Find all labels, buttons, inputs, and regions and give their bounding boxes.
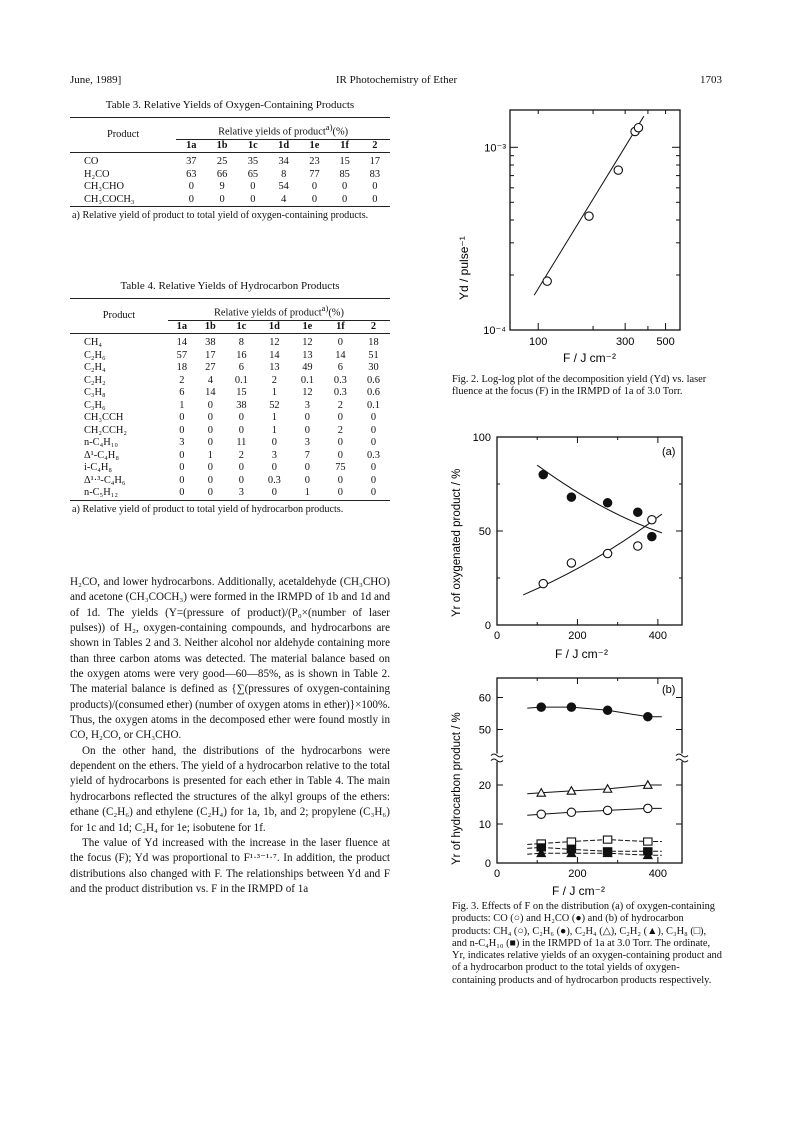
product-name: C₂H₆ — [84, 349, 106, 361]
table-cell: 0 — [337, 487, 343, 499]
table-cell: 2 — [337, 424, 343, 436]
data-point — [614, 166, 622, 174]
table-cell: 34 — [278, 156, 289, 168]
table-cell: 0 — [250, 181, 256, 193]
table-cell: 1 — [271, 424, 277, 436]
data-point — [537, 810, 545, 818]
table-cell: 0 — [179, 462, 185, 474]
table-row — [70, 362, 390, 375]
table-4 — [70, 280, 390, 516]
table-cell: 12 — [269, 337, 280, 349]
table-cell: 0 — [370, 474, 377, 486]
table-cell: 0 — [311, 181, 318, 193]
table-row — [70, 350, 390, 363]
figure-2-frame — [510, 110, 680, 330]
table-cell: 12 — [302, 387, 313, 399]
figure-3a-xlabel: F / J cm⁻² — [555, 647, 608, 661]
table-row — [70, 387, 390, 400]
product-name: C₂H₄ — [84, 362, 106, 374]
table-cell: 0 — [337, 337, 343, 349]
table-cell: 0 — [207, 462, 213, 474]
table-cell: 0 — [271, 437, 277, 449]
series-line — [527, 785, 662, 794]
series-line — [527, 707, 662, 717]
table-row — [70, 475, 390, 488]
table-cell: 2 — [271, 374, 277, 386]
fit-line — [534, 116, 644, 295]
table-row — [70, 169, 390, 182]
data-point — [634, 542, 642, 550]
series-line — [527, 808, 662, 815]
data-point — [585, 212, 593, 220]
data-point — [603, 806, 611, 814]
table-cell: 0 — [337, 449, 343, 461]
table-cell: 52 — [269, 399, 280, 411]
table-cell: 49 — [302, 362, 313, 374]
table-cell: 1 — [179, 399, 185, 411]
figure-3b-panel-label: (b) — [662, 684, 676, 696]
table-cell: 0 — [188, 181, 194, 193]
product-name: n-C₄H₁₀ — [84, 437, 118, 449]
y-tick-label: 10⁻³ — [484, 142, 506, 155]
table-cell: 6 — [337, 362, 343, 374]
table-cell: 2 — [337, 399, 343, 411]
table-cell: 0 — [179, 449, 185, 461]
body-paragraph-2: On the other hand, the distributions of the hydrocarbons were dependent on the ethers. The yield of a hydrocarbon relative to the total yield of hydrocarbons is presented for each ether in Table 4. The main hydrocarbons reflected the structures of the alkyl groups of the ethers: ethane (C₂H₆) and ethylene (C₂H₄) for 1a, 1b, and 2; propylene (C₃H₆) for 1c and 1d; C₂H₄ for 1e; isobutene for 1f. — [70, 744, 390, 834]
table-cell: 27 — [205, 362, 216, 374]
product-name: CH₃CHO — [84, 181, 124, 193]
table-cell: 0 — [238, 424, 244, 436]
y-tick-label: 0 — [484, 620, 491, 632]
figure-2-chart — [440, 100, 690, 370]
data-point — [567, 808, 575, 816]
figure-2-ylabel: Yd / pulse⁻¹ — [457, 236, 471, 300]
data-point — [603, 706, 611, 714]
table-row — [70, 153, 390, 169]
table-cell: 23 — [309, 156, 320, 168]
table-3-caption: Table 3. Relative Yields of Oxygen-Containing Products — [105, 99, 355, 111]
data-point — [567, 838, 575, 845]
table4-col-1b: 1b — [196, 320, 225, 334]
table-row — [70, 400, 390, 413]
table-cell: 0 — [342, 181, 348, 193]
table-cell: 0 — [207, 399, 213, 411]
x-tick-label: 400 — [648, 630, 668, 642]
product-name: Δ¹-C₄H₈ — [84, 449, 119, 461]
table-cell: 0 — [207, 424, 213, 436]
table-cell: 12 — [302, 337, 313, 349]
table-cell: 0 — [238, 474, 244, 486]
table-cell: 0 — [337, 412, 343, 424]
table-cell: 0.6 — [366, 374, 380, 386]
table-4-note: a) Relative yield of product to total yield of hydrocarbon products. — [72, 503, 344, 515]
y-tick-label: 10⁻⁴ — [483, 325, 506, 337]
product-name: i-C₄H₈ — [84, 462, 113, 474]
table-cell: 0 — [342, 193, 348, 205]
table-cell: 0.1 — [300, 374, 314, 386]
table-cell: 0 — [188, 193, 194, 205]
table-cell: 0 — [337, 474, 343, 486]
figure-3a-frame — [497, 437, 682, 625]
table-cell: 4 — [207, 374, 213, 386]
data-point — [648, 516, 656, 524]
table-cell: 0.3 — [267, 474, 281, 486]
body-paragraph-1: H₂CO, and lower hydrocarbons. Additionally, acetaldehyde (CH₃CHO) and acetone (CH₃COCH₃) were formed in the IRMPD of 1b and 1d and of 1d. The yields (Y=(pressure of product)/(P₀×(number of laser pulses)) of H₂, oxygen-containing compounds, and hydrocarbons are shown in Tables 2 and 3. Neither alcohol nor aldehyde containing more than three carbon atoms was detected. The material balance based on the oxygen atoms were very good—60—85%, as is shown in Table 2. The material balance is defined as {∑(pressures of oxygen-containing products)/(consumed ether) (number of oxygen atoms in ether)}×100%. Thus, the oxygen atoms in the decomposed ether were found mostly in CO, H₂CO, or CH₃CHO. — [70, 576, 390, 742]
figure-3a-panel-label: (a) — [662, 446, 676, 458]
table3-col-1c: 1c — [238, 139, 268, 153]
table-cell: 0.6 — [366, 387, 380, 399]
table-cell: 9 — [219, 181, 225, 193]
y-tick-label: 60 — [478, 692, 491, 705]
x-tick-label: 0 — [493, 868, 501, 880]
product-name: H₂CO — [84, 168, 110, 180]
table-cell: 3 — [304, 437, 310, 449]
data-point — [644, 838, 652, 845]
y-tick-label: 50 — [478, 724, 491, 737]
table-cell: 0 — [372, 181, 378, 193]
series-line — [527, 853, 662, 855]
product-name: CH₄ — [84, 337, 103, 349]
table-cell: 0.3 — [333, 374, 347, 386]
table-cell: 18 — [368, 337, 379, 349]
table4-col-1d: 1d — [258, 320, 291, 334]
x-tick-label: 500 — [656, 336, 675, 348]
table-cell: 0 — [238, 412, 244, 424]
series-line — [527, 840, 662, 845]
table-cell: 85 — [339, 168, 350, 180]
table-cell: 18 — [176, 362, 188, 374]
body-paragraph-3: The value of Yd increased with the increase in the laser fluence at the focus (F); Yd was proportional to F¹·³⁻¹·⁷. In addition, the product distributions also changed with F. The relationships between Yd and F and the product distribution vs. F in the IRMPD of 1a — [70, 836, 390, 895]
table3-col-1e: 1e — [299, 139, 329, 153]
data-point — [644, 804, 652, 812]
table-cell: 83 — [369, 168, 381, 180]
table-3-product-header: Product — [70, 118, 176, 153]
table-cell: 25 — [216, 156, 228, 168]
table-cell: 3 — [179, 437, 185, 449]
table-row — [70, 462, 390, 475]
table-cell: 0 — [179, 412, 185, 424]
data-point — [537, 703, 545, 711]
table-row — [70, 181, 390, 194]
table-cell: 14 — [205, 387, 216, 399]
table-cell: 66 — [216, 168, 228, 180]
figure-3b-xlabel: F / J cm⁻² — [552, 884, 605, 898]
x-tick-label: 400 — [648, 868, 668, 880]
table-row — [70, 425, 390, 438]
table-cell: 0 — [271, 462, 277, 474]
table-cell: 1 — [271, 412, 277, 424]
table-cell: 54 — [278, 181, 289, 193]
table-cell: 0 — [271, 487, 277, 499]
table-cell: 17 — [369, 156, 381, 168]
table-cell: 15 — [236, 387, 247, 399]
table-cell: 75 — [335, 462, 346, 474]
product-name: C₃H₈ — [84, 387, 106, 399]
data-point — [567, 559, 575, 567]
product-name: CH₂CCH₂ — [84, 424, 128, 436]
table-row — [70, 194, 390, 207]
y-tick-label: 0 — [484, 858, 491, 870]
table-cell: 8 — [281, 168, 287, 180]
data-point — [648, 532, 656, 540]
table-cell: 0 — [372, 193, 378, 205]
table-cell: 0.1 — [366, 399, 380, 411]
table-cell: 6 — [238, 362, 244, 374]
table-cell: 3 — [304, 399, 310, 411]
product-name: C₂H₂ — [84, 374, 106, 386]
table-cell: 6 — [179, 387, 185, 399]
table-cell: 14 — [269, 349, 280, 361]
table3-col-2: 2 — [360, 139, 390, 153]
table-cell: 1 — [207, 449, 213, 461]
table-cell: 51 — [368, 349, 379, 361]
table-cell: 38 — [205, 337, 216, 349]
table-cell: 11 — [236, 437, 247, 449]
table3-col-1f: 1f — [330, 139, 360, 153]
table-4-caption: Table 4. Relative Yields of Hydrocarbon Products — [120, 280, 340, 292]
table-cell: 0 — [370, 424, 377, 436]
table4-col-2: 2 — [357, 320, 390, 334]
series-line — [527, 847, 662, 851]
data-point — [603, 499, 611, 507]
figure-3-chart — [440, 425, 700, 900]
table3-col-1b: 1b — [206, 139, 237, 153]
data-point — [543, 277, 551, 285]
x-tick-label: 0 — [493, 630, 501, 642]
table-cell: 0 — [207, 437, 213, 449]
table-row — [70, 412, 390, 425]
table-cell: 0 — [238, 462, 244, 474]
table-cell: 35 — [247, 156, 259, 168]
table-cell: 65 — [247, 168, 259, 180]
running-header-title: IR Photochemistry of Ether — [335, 74, 458, 86]
table4-col-1f: 1f — [324, 320, 357, 334]
table-cell: 0.3 — [333, 387, 347, 399]
product-name: CH₃COCH₃ — [84, 193, 135, 205]
figure-3a-ylabel: Yr of oxygenated product / % — [451, 468, 463, 617]
table-cell: 0 — [370, 462, 377, 474]
table-3-grid — [70, 117, 390, 207]
table-cell: 0 — [179, 424, 185, 436]
table-cell: 14 — [176, 337, 188, 349]
table-cell: 17 — [205, 349, 216, 361]
table-cell: 14 — [335, 349, 346, 361]
table-cell: 0 — [219, 193, 225, 205]
table3-col-1d: 1d — [268, 139, 299, 153]
table-row — [70, 437, 390, 450]
table-cell: 2 — [179, 374, 185, 386]
data-point — [634, 508, 642, 516]
table-cell: 0 — [337, 437, 343, 449]
product-name: n-C₅H₁₂ — [84, 487, 118, 499]
product-name: Δ¹·³-C₄H₆ — [84, 474, 126, 486]
table-cell: 0.3 — [366, 449, 380, 461]
table-cell: 13 — [269, 362, 280, 374]
table-row — [70, 487, 390, 500]
table-cell: 37 — [186, 156, 197, 168]
table-4-product-header: Product — [70, 299, 168, 334]
table-cell: 0 — [304, 424, 310, 436]
y-tick-label: 20 — [478, 780, 491, 792]
table-cell: 0 — [304, 474, 310, 486]
data-point — [567, 493, 575, 501]
figure-2-caption: Fig. 2. Log-log plot of the decomposition yield (Yd) vs. laser fluence at the focus (F) in the IRMPD of 1a of 3.0 Torr. — [452, 374, 707, 398]
table-3-group-header: Relative yields of product$^{a)}$(%) — [176, 118, 390, 140]
table-cell: 16 — [236, 349, 247, 361]
table-cell: 38 — [236, 399, 247, 411]
x-tick-label: 300 — [615, 336, 635, 348]
table-cell: 0.1 — [234, 374, 248, 386]
table-cell: 0 — [370, 412, 377, 424]
curve-h2co — [537, 465, 662, 533]
table-4-grid — [70, 298, 390, 501]
body-text — [70, 575, 390, 897]
table4-col-1e: 1e — [291, 320, 324, 334]
table-cell: 0 — [304, 462, 310, 474]
table-cell: 0 — [304, 412, 310, 424]
table-cell: 0 — [311, 193, 318, 205]
data-point — [539, 579, 547, 587]
product-name: C₃H₆ — [84, 399, 106, 411]
data-point — [603, 549, 611, 557]
table-cell: 57 — [176, 349, 188, 361]
table-cell: 8 — [238, 337, 244, 349]
data-point — [644, 713, 652, 721]
table-row — [70, 334, 390, 350]
table-cell: 63 — [186, 168, 197, 180]
table-row — [70, 375, 390, 388]
table3-col-1a: 1a — [176, 139, 206, 153]
y-tick-label: 10 — [478, 819, 491, 831]
table-cell: 1 — [271, 387, 277, 399]
table-cell: 3 — [271, 449, 277, 461]
table-cell: 0 — [207, 487, 213, 499]
table4-col-1c: 1c — [225, 320, 258, 334]
table-cell: 2 — [238, 449, 244, 461]
table-cell: 3 — [238, 487, 244, 499]
table-3 — [70, 99, 390, 223]
table-cell: 0 — [250, 193, 256, 205]
table-cell: 1 — [304, 487, 310, 499]
table-cell: 30 — [368, 362, 379, 374]
table-cell: 0 — [207, 474, 213, 486]
product-name: CO — [84, 156, 99, 168]
figure-3b-frame — [497, 678, 682, 863]
table-cell: 0 — [179, 487, 185, 499]
table-cell: 77 — [309, 168, 320, 180]
table-row — [70, 450, 390, 463]
table-cell: 4 — [281, 193, 287, 205]
x-tick-label: 200 — [568, 868, 587, 880]
table-3-note: a) Relative yield of product to total yield of oxygen-containing products. — [72, 210, 369, 222]
y-tick-label: 100 — [472, 432, 491, 444]
x-tick-label: 200 — [568, 630, 587, 642]
table-cell: 0 — [207, 412, 213, 424]
table-cell: 7 — [304, 449, 310, 461]
data-point — [539, 470, 547, 478]
running-header-date: June, 1989] — [70, 74, 122, 86]
x-tick-label: 100 — [529, 336, 548, 348]
figure-3-caption: Fig. 3. Effects of F on the distribution (a) of oxygen-containing products: CO (○) and H₂CO (●) and (b) of hydrocarbon products: CH₄ (○), C₂H₆ (●), C₂H₄ (△), C₂H₂ (▲), C₃H₈ (□), and n-C₄H₁₀ (■) in the IRMPD of 1a at 3.0 Torr. The ordinate, Yr, indicates relative yields of an oxygen-containing product and of a hydrocarbon product to the total yields of oxygen-containing products and of hydrocarbon products respectively. — [452, 901, 722, 986]
figure-2-xlabel: F / J cm⁻² — [563, 351, 616, 365]
table-cell: 0 — [179, 474, 185, 486]
data-point — [603, 836, 611, 843]
table-4-group-header: Relative yields of product$^{a)}$(%) — [168, 299, 390, 321]
y-tick-label: 50 — [478, 526, 491, 538]
data-point — [567, 703, 575, 711]
table-cell: 13 — [302, 349, 313, 361]
data-point — [634, 124, 642, 132]
table4-col-1a: 1a — [168, 320, 196, 334]
product-name: CH₃CCH — [84, 412, 124, 424]
table-cell: 15 — [339, 156, 350, 168]
page-number: 1703 — [700, 74, 722, 86]
figure-3b-ylabel: Yr of hydrocarbon product / % — [451, 712, 463, 865]
table-cell: 0 — [370, 437, 377, 449]
table-cell: 0 — [370, 487, 377, 499]
